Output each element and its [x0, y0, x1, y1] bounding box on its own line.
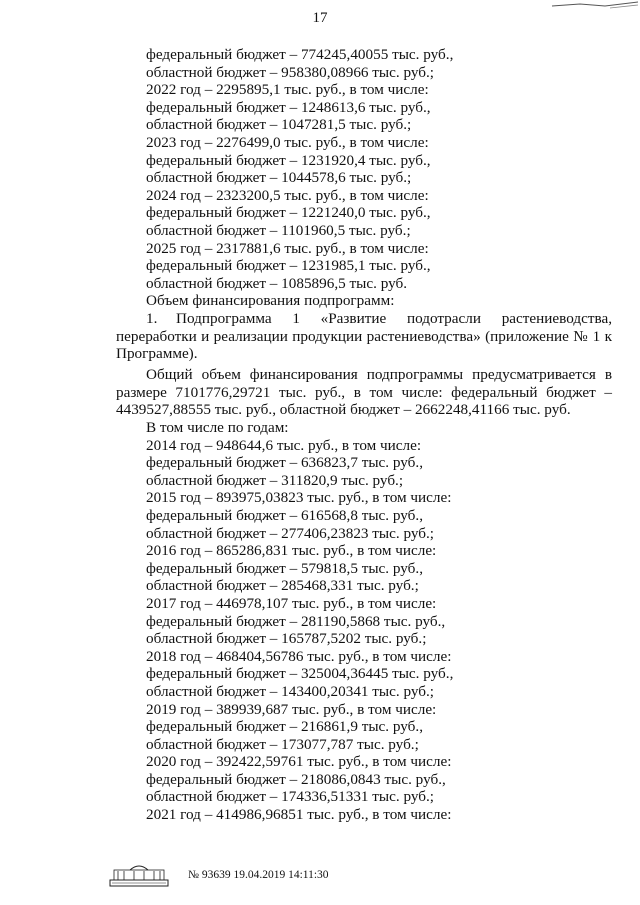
text-line: федеральный бюджет – 1248613,6 тыс. руб., — [146, 98, 431, 116]
subprogram-title: Подпрограмма 1 «Развитие подотрасли растениеводства, переработки и реализации продукции растениеводства» (приложение № 1 к Программе). — [116, 310, 612, 363]
text-line: 2017 год – 446978,107 тыс. руб., в том числе: — [146, 594, 437, 612]
text-line: областной бюджет – 173077,787 тыс. руб.; — [146, 735, 419, 753]
document-footer — [108, 862, 329, 888]
building-stamp-icon — [108, 862, 170, 888]
text-line: 2020 год – 392422,59761 тыс. руб., в том числе: — [146, 753, 452, 771]
text-line: областной бюджет – 165787,5202 тыс. руб.; — [146, 630, 427, 648]
text-line: 2019 год – 389939,687 тыс. руб., в том числе: — [146, 700, 437, 718]
text-line: федеральный бюджет – 636823,7 тыс. руб., — [146, 454, 424, 472]
text-line: областной бюджет – 958380,08966 тыс. руб.; — [146, 63, 435, 81]
text-line: федеральный бюджет – 1231920,4 тыс. руб., — [146, 151, 431, 169]
text-line: областной бюджет – 1047281,5 тыс. руб.; — [146, 116, 412, 134]
text-line: 2023 год – 2276499,0 тыс. руб., в том числе: — [146, 133, 429, 151]
text-line: 2018 год – 468404,56786 тыс. руб., в том числе: — [146, 647, 452, 665]
text-line: федеральный бюджет – 616568,8 тыс. руб., — [146, 506, 424, 524]
subprogram-number: 1. — [146, 310, 158, 327]
text-line: областной бюджет – 1085896,5 тыс. руб. — [146, 274, 408, 292]
funding-text: объем финансирования подпрограммы предусматривается в размере 7101776,29721 тыс. руб., в том числе: федеральный бюджет – 4439527,88555 тыс. руб., областной бюджет – 2662248,41166 тыс. руб. — [116, 366, 612, 419]
budget-lines-top — [146, 46, 586, 310]
text-line: областной бюджет – 1101960,5 тыс. руб.; — [146, 221, 411, 239]
text-line: областной бюджет – 143400,20341 тыс. руб.; — [146, 682, 435, 700]
text-line: 2014 год – 948644,6 тыс. руб., в том числе: — [146, 436, 422, 454]
text-line: федеральный бюджет – 774245,40055 тыс. руб., — [146, 46, 454, 63]
text-line: 2022 год – 2295895,1 тыс. руб., в том числе: — [146, 81, 429, 99]
text-line: федеральный бюджет – 579818,5 тыс. руб., — [146, 559, 424, 577]
text-line: федеральный бюджет – 216861,9 тыс. руб., — [146, 718, 424, 736]
text-line: 2021 год – 414986,96851 тыс. руб., в том числе: — [146, 806, 452, 824]
text-line: 2025 год – 2317881,6 тыс. руб., в том числе: — [146, 239, 429, 257]
subprogram-1-paragraph — [116, 310, 612, 363]
text-line: областной бюджет – 1044578,6 тыс. руб.; — [146, 169, 412, 187]
text-line: федеральный бюджет – 325004,36445 тыс. руб., — [146, 665, 454, 683]
funding-lead: Общий — [146, 366, 193, 383]
text-line: федеральный бюджет – 1231985,1 тыс. руб., — [146, 257, 431, 275]
registration-stamp: № 93639 19.04.2019 14:11:30 — [188, 869, 329, 881]
budget-lines-bottom — [146, 419, 586, 824]
text-line: областной бюджет – 285468,331 тыс. руб.; — [146, 577, 419, 595]
text-line: 2015 год – 893975,03823 тыс. руб., в том числе: — [146, 489, 452, 507]
text-line: областной бюджет – 277406,23823 тыс. руб.; — [146, 524, 435, 542]
page-number: 17 — [312, 10, 328, 26]
text-line: федеральный бюджет – 1221240,0 тыс. руб., — [146, 204, 431, 222]
funding-paragraph — [116, 366, 612, 419]
section-heading: В том числе по годам: — [146, 419, 289, 436]
text-line: областной бюджет – 174336,51331 тыс. руб.; — [146, 788, 435, 806]
text-line: федеральный бюджет – 218086,0843 тыс. руб., — [146, 770, 446, 788]
text-line: 2016 год – 865286,831 тыс. руб., в том числе: — [146, 542, 437, 560]
section-heading: Объем финансирования подпрограмм: — [146, 292, 395, 310]
text-line: федеральный бюджет – 281190,5868 тыс. руб., — [146, 612, 446, 630]
text-line: областной бюджет – 311820,9 тыс. руб.; — [146, 471, 404, 489]
text-line: 2024 год – 2323200,5 тыс. руб., в том числе: — [146, 186, 429, 204]
